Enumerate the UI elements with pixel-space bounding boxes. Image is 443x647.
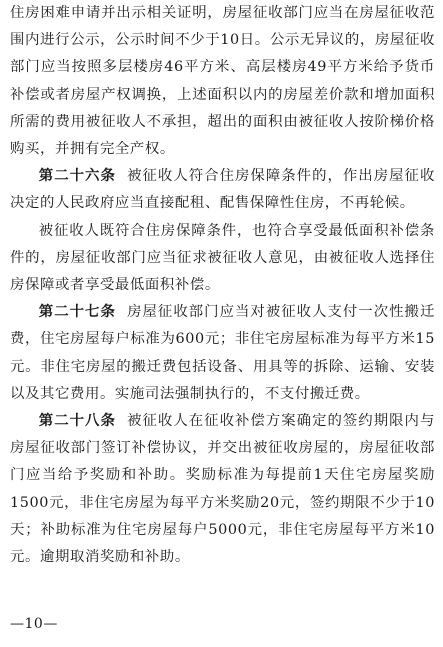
paragraph-article-28 (10, 408, 435, 571)
article-heading: 第二十七条 (38, 304, 116, 321)
article-heading: 第二十八条 (38, 413, 116, 430)
paragraph-article-26 (10, 163, 435, 217)
paragraph-text: 被征收人符合住房保障条件的，作出房屋征收决定的人民政府应当直接配租、配售保障性住房，不再轮候。 (10, 168, 435, 212)
document-body (10, 0, 435, 571)
paragraph-article-27 (10, 299, 435, 408)
paragraph-text: 被征收人既符合住房保障条件，也符合享受最低面积补偿条件的，房屋征收部门应当征求被征收人意见，由被征收人选择住房保障或者享受最低面积补偿。 (10, 222, 435, 294)
paragraph-article-26-second (10, 218, 435, 300)
page-number: —10— (10, 616, 58, 632)
paragraph-continued (10, 0, 435, 163)
paragraph-text: 住房困难申请并出示相关证明，房屋征收部门应当在房屋征收范围内进行公示，公示时间不少于10日。公示无异议的，房屋征收部门应当按照多层楼房46平方米、高层楼房49平方米给予货币补偿或者房屋产权调换，上述面积以内的房屋差价款和增加面积所需的费用被征收人不承担，超出的面积由被征收人按阶梯价格购买，并拥有完全产权。 (10, 5, 435, 158)
article-heading: 第二十六条 (38, 168, 116, 185)
paragraph-text: 房屋征收部门应当对被征收人支付一次性搬迁费，住宅房屋每户标准为600元；非住宅房屋标准为每平方米15元。非住宅房屋的搬迁费包括设备、用具等的拆除、运输、安装以及其它费用。实施司法强制执行的，不支付搬迁费。 (10, 304, 435, 402)
paragraph-text: 被征收人在征收补偿方案确定的签约期限内与房屋征收部门签订补偿协议，并交出被征收房屋的，房屋征收部门应当给予奖励和补助。奖励标准为每提前1天住宅房屋奖励1500元，非住宅房屋为每平方米奖励20元，签约期限不少于10天；补助标准为住宅房屋每户5000元，非住宅房屋每平方米10元。逾期取消奖励和补助。 (10, 413, 435, 566)
